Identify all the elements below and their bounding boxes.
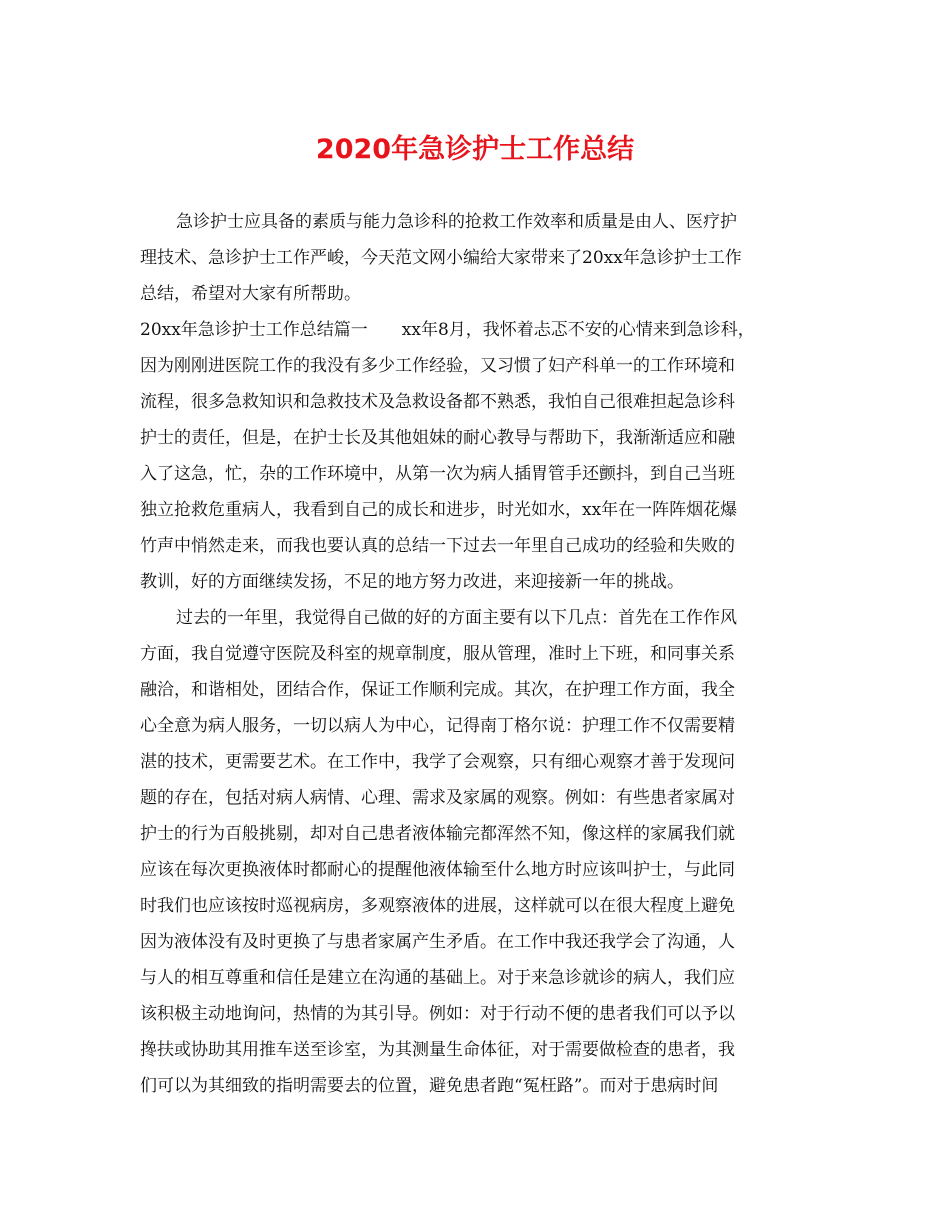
document-title: 2020年急诊护士工作总结	[315, 134, 635, 165]
text-line: 题的存在，包括对病人病情、心理、需求及家属的观察。例如：有些患者家属对	[140, 788, 735, 808]
text-line: 过去的一年里，我觉得自己做的好的方面主要有以下几点：首先在工作作风	[176, 608, 737, 628]
text-line: 因为液体没有及时更换了与患者家属产生矛盾。在工作中我还我学会了沟通，人	[140, 932, 735, 952]
text-line: 搀扶或协助其用推车送至诊室，为其测量生命体征，对于需要做检查的患者，我	[140, 1040, 735, 1060]
text-line: 急诊护士应具备的素质与能力急诊科的抢救工作效率和质量是由人、医疗护	[176, 212, 737, 232]
text-line: 因为刚刚进医院工作的我没有多少工作经验，又习惯了妇产科单一的工作环境和	[140, 356, 735, 376]
text-line: 20xx年急诊护士工作总结篇一 xx年8月，我怀着忐忑不安的心情来到急诊科，	[140, 320, 755, 340]
text-line: 与人的相互尊重和信任是建立在沟通的基础上。对于来急诊就诊的病人，我们应	[140, 968, 735, 988]
text-line: 流程，很多急救知识和急救技术及急救设备都不熟悉，我怕自己很难担起急诊科	[140, 392, 735, 412]
text-line: 湛的技术，更需要艺术。在工作中，我学了会观察，只有细心观察才善于发现问	[140, 752, 735, 772]
text-line: 独立抢救危重病人，我看到自己的成长和进步，时光如水，xx年在一阵阵烟花爆	[140, 500, 738, 520]
text-line: 护士的行为百般挑剔，却对自己患者液体输完都浑然不知，像这样的家属我们就	[140, 824, 735, 844]
text-line: 应该在每次更换液体时都耐心的提醒他液体输至什么地方时应该叫护士，与此同	[140, 860, 735, 880]
text-line: 们可以为其细致的指明需要去的位置，避免患者跑“冤枉路”。而对于患病时间	[140, 1076, 719, 1096]
text-line: 时我们也应该按时巡视病房，多观察液体的进展，这样就可以在很大程度上避免	[140, 896, 735, 916]
text-line: 教训，好的方面继续发扬，不足的地方努力改进，来迎接新一年的挑战。	[140, 572, 684, 592]
document-body	[140, 204, 820, 1104]
text-line: 护士的责任，但是，在护士长及其他姐妹的耐心教导与帮助下，我渐渐适应和融	[140, 428, 735, 448]
text-line: 融洽，和谐相处，团结合作，保证工作顺利完成。其次，在护理工作方面，我全	[140, 680, 735, 700]
text-line: 方面，我自觉遵守医院及科室的规章制度，服从管理，准时上下班，和同事关系	[140, 644, 735, 664]
text-line: 理技术、急诊护士工作严峻，今天范文网小编给大家带来了20xx年急诊护士工作	[140, 248, 742, 268]
text-line: 入了这急，忙，杂的工作环境中，从第一次为病人插胃管手还颤抖，到自己当班	[140, 464, 735, 484]
text-line: 总结，希望对大家有所帮助。	[140, 284, 361, 304]
text-line: 心全意为病人服务，一切以病人为中心，记得南丁格尔说：护理工作不仅需要精	[140, 716, 735, 736]
text-line: 该积极主动地询问，热情的为其引导。例如：对于行动不便的患者我们可以予以	[140, 1004, 735, 1024]
text-line: 竹声中悄然走来，而我也要认真的总结一下过去一年里自己成功的经验和失败的	[140, 536, 735, 556]
